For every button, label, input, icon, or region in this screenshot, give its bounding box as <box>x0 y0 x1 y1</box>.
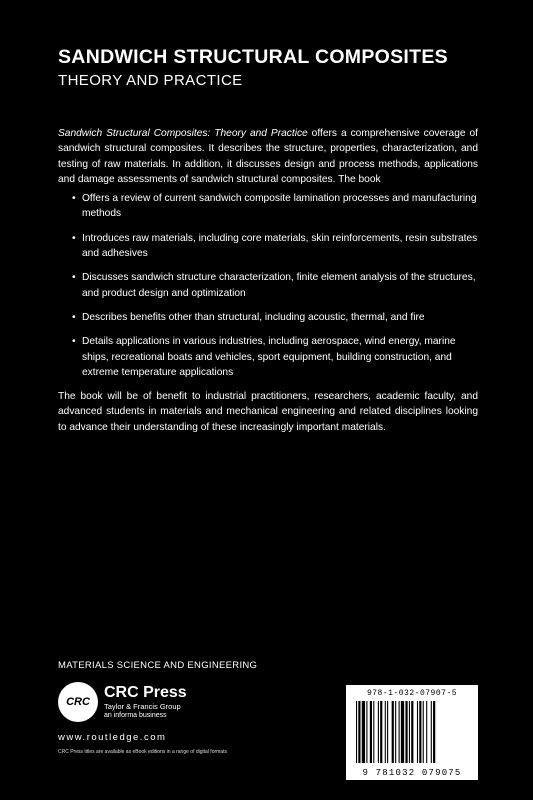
feature-item: • Describes benefits other than structural, including acoustic, thermal, and fire <box>72 310 478 325</box>
feature-item: • Offers a review of current sandwich composite lamination processes and manufacturing methods <box>72 191 478 222</box>
publisher-group: Taylor & Francis Group <box>104 702 181 711</box>
publisher-block <box>104 684 187 720</box>
publisher-website: www.routledge.com <box>58 732 167 743</box>
feature-item: • Discusses sandwich structure characterization, finite element analysis of the structures, and product design and optimization <box>72 270 478 301</box>
series-label: MATERIALS SCIENCE AND ENGINEERING <box>58 660 258 671</box>
feature-list <box>58 191 478 380</box>
closing-paragraph: The book will be of benefit to industrial practitioners, researchers, academic faculty, and advanced students in materials and mechanical engineering and related disciplines looking to advance their understanding of these increasingly important materials. <box>58 391 478 433</box>
back-cover-description <box>58 126 478 435</box>
logo-text: CRC <box>66 696 90 708</box>
barcode-icon <box>356 701 468 763</box>
intro-book-title: Sandwich Structural Composites: Theory and Practice <box>58 128 308 139</box>
ean-number: 9 781032 079075 <box>362 768 462 778</box>
intro-paragraph <box>58 126 478 187</box>
crc-logo-icon <box>58 682 98 722</box>
feature-item: • Details applications in various industries, including aerospace, wind energy, marine ships, recreational boats and vehicles, sport equipment, building construction, and extreme temperature applications <box>72 334 478 380</box>
ebook-note: CRC Press titles are available as eBook editions in a range of digital formats <box>58 749 227 755</box>
isbn-barcode <box>346 685 478 780</box>
book-title: SANDWICH STRUCTURAL COMPOSITES <box>58 46 448 68</box>
publisher-name: CRC Press <box>104 684 187 701</box>
book-subtitle: THEORY AND PRACTICE <box>58 72 243 89</box>
isbn-number: 978-1-032-07907-5 <box>366 689 458 698</box>
intro-text: offers a comprehensive coverage of sandwich structural composites. It describes the structure, properties, characterization, and testing of raw materials. In addition, it discusses design and process methods, applications and damage assessments of sandwich structural composites. The book <box>58 128 478 185</box>
publisher-business: an informa business <box>104 712 167 719</box>
feature-item: • Introduces raw materials, including core materials, skin reinforcements, resin substrates and adhesives <box>72 231 478 262</box>
